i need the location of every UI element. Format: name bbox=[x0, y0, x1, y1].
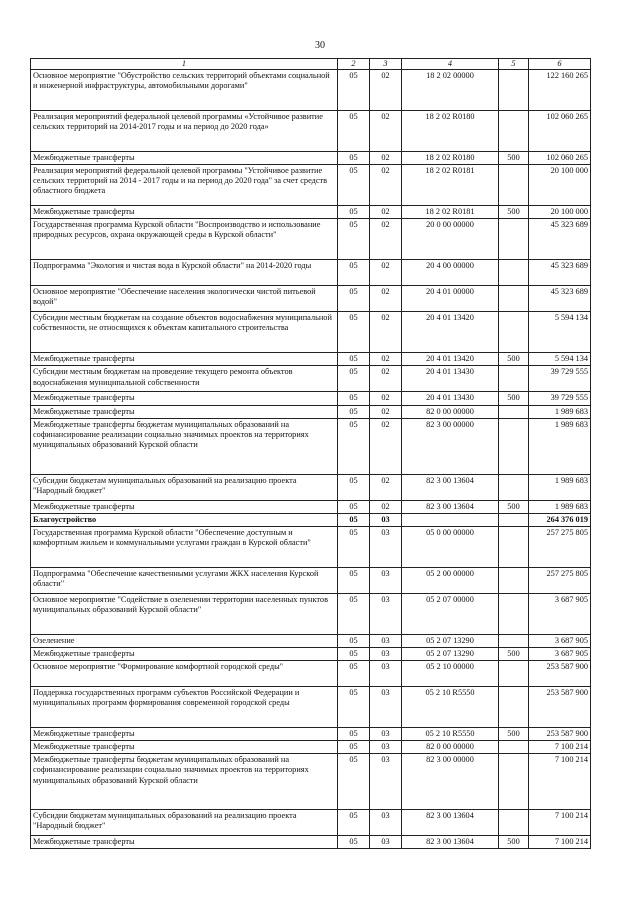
subsection-cell: 03 bbox=[370, 661, 402, 687]
expense-type-cell bbox=[499, 70, 529, 111]
expense-type-cell bbox=[499, 526, 529, 567]
target-article-cell: 18 2 02 R0180 bbox=[402, 111, 499, 152]
target-article-cell: 18 2 02 R0181 bbox=[402, 165, 499, 206]
item-name-cell: Межбюджетные трансферты bbox=[31, 392, 338, 405]
table-row bbox=[31, 418, 591, 474]
item-name-cell: Основное мероприятие "Формирование комфортной городской среды" bbox=[31, 661, 338, 687]
section-cell: 05 bbox=[338, 647, 370, 660]
expense-type-cell bbox=[499, 111, 529, 152]
amount-cell: 45 323 689 bbox=[529, 219, 591, 260]
column-header: 2 bbox=[338, 59, 370, 70]
section-cell: 05 bbox=[338, 728, 370, 741]
target-article-cell: 05 2 10 00000 bbox=[402, 661, 499, 687]
target-article-cell: 05 2 07 00000 bbox=[402, 593, 499, 634]
expense-type-cell bbox=[499, 366, 529, 392]
amount-cell: 7 100 214 bbox=[529, 754, 591, 810]
item-name-cell: Межбюджетные трансферты bbox=[31, 152, 338, 165]
table-row bbox=[31, 353, 591, 366]
expense-type-cell: 500 bbox=[499, 647, 529, 660]
amount-cell: 257 275 805 bbox=[529, 526, 591, 567]
expense-type-cell bbox=[499, 165, 529, 206]
target-article-cell: 82 3 00 13604 bbox=[402, 474, 499, 500]
item-name-cell: Государственная программа Курской области "Воспроизводство и использование природных ресурсов, охрана окружающей среды в Курской области" bbox=[31, 219, 338, 260]
target-article-cell: 20 4 01 13430 bbox=[402, 366, 499, 392]
target-article-cell: 05 0 00 00000 bbox=[402, 526, 499, 567]
target-article-cell: 82 3 00 13604 bbox=[402, 810, 499, 836]
subsection-cell: 02 bbox=[370, 165, 402, 206]
section-cell: 05 bbox=[338, 260, 370, 286]
column-header: 1 bbox=[31, 59, 338, 70]
item-name-cell: Межбюджетные трансферты bbox=[31, 836, 338, 849]
target-article-cell: 18 2 02 R0181 bbox=[402, 206, 499, 219]
target-article-cell: 82 0 00 00000 bbox=[402, 741, 499, 754]
target-article-cell: 05 2 07 13290 bbox=[402, 647, 499, 660]
expense-type-cell bbox=[499, 687, 529, 728]
table-row bbox=[31, 392, 591, 405]
amount-cell: 257 275 805 bbox=[529, 567, 591, 593]
item-name-cell: Субсидии местным бюджетам на создание объектов водоснабжения муниципальной собственности, не относящихся к объектам капитального строительства bbox=[31, 312, 338, 353]
item-name-cell: Субсидии бюджетам муниципальных образований на реализацию проекта "Народный бюджет" bbox=[31, 474, 338, 500]
table-row bbox=[31, 111, 591, 152]
amount-cell: 253 587 900 bbox=[529, 728, 591, 741]
table-row bbox=[31, 810, 591, 836]
section-cell: 05 bbox=[338, 526, 370, 567]
section-cell: 05 bbox=[338, 152, 370, 165]
expense-type-cell: 500 bbox=[499, 353, 529, 366]
item-name-cell: Реализация мероприятий федеральной целевой программы «Устойчивое развитие сельских территорий на 2014-2017 годы и на период до 2020 года» bbox=[31, 111, 338, 152]
amount-cell: 45 323 689 bbox=[529, 260, 591, 286]
amount-cell: 1 989 683 bbox=[529, 500, 591, 513]
table-row bbox=[31, 152, 591, 165]
table-row bbox=[31, 567, 591, 593]
amount-cell: 20 100 000 bbox=[529, 206, 591, 219]
item-name-cell: Межбюджетные трансферты bbox=[31, 206, 338, 219]
section-cell: 05 bbox=[338, 754, 370, 810]
expense-type-cell bbox=[499, 474, 529, 500]
section-cell: 05 bbox=[338, 219, 370, 260]
amount-cell: 7 100 214 bbox=[529, 836, 591, 849]
item-name-cell: Благоустройство bbox=[31, 513, 338, 526]
item-name-cell: Межбюджетные трансферты bbox=[31, 353, 338, 366]
item-name-cell: Государственная программа Курской области "Обеспечение доступным и комфортным жильем и коммунальными услугами граждан в Курской области" bbox=[31, 526, 338, 567]
amount-cell: 45 323 689 bbox=[529, 286, 591, 312]
subsection-cell: 02 bbox=[370, 353, 402, 366]
subsection-cell: 02 bbox=[370, 405, 402, 418]
table-row bbox=[31, 741, 591, 754]
subsection-cell: 03 bbox=[370, 647, 402, 660]
table-row bbox=[31, 526, 591, 567]
section-cell: 05 bbox=[338, 500, 370, 513]
expense-type-cell bbox=[499, 418, 529, 474]
amount-cell: 102 060 265 bbox=[529, 152, 591, 165]
section-cell: 05 bbox=[338, 593, 370, 634]
target-article-cell: 82 0 00 00000 bbox=[402, 405, 499, 418]
section-cell: 05 bbox=[338, 206, 370, 219]
amount-cell: 3 687 905 bbox=[529, 634, 591, 647]
item-name-cell: Основное мероприятие "Обустройство сельских территорий объектами социальной и инженерной инфраструктуры, автомобильными дорогами" bbox=[31, 70, 338, 111]
section-cell: 05 bbox=[338, 661, 370, 687]
item-name-cell: Основное мероприятие "Обеспечение населения экологически чистой питьевой водой" bbox=[31, 286, 338, 312]
amount-cell: 7 100 214 bbox=[529, 810, 591, 836]
amount-cell: 264 376 019 bbox=[529, 513, 591, 526]
subsection-cell: 02 bbox=[370, 260, 402, 286]
section-cell: 05 bbox=[338, 567, 370, 593]
target-article-cell: 18 2 02 R0180 bbox=[402, 152, 499, 165]
subsection-cell: 03 bbox=[370, 513, 402, 526]
amount-cell: 3 687 905 bbox=[529, 593, 591, 634]
table-row bbox=[31, 70, 591, 111]
amount-cell: 39 729 555 bbox=[529, 366, 591, 392]
target-article-cell bbox=[402, 513, 499, 526]
item-name-cell: Озеленение bbox=[31, 634, 338, 647]
table-row bbox=[31, 836, 591, 849]
subsection-cell: 02 bbox=[370, 312, 402, 353]
amount-cell: 3 687 905 bbox=[529, 647, 591, 660]
item-name-cell: Подпрограмма "Обеспечение качественными услугами ЖКХ населения Курской области" bbox=[31, 567, 338, 593]
subsection-cell: 03 bbox=[370, 687, 402, 728]
table-row bbox=[31, 219, 591, 260]
table-row bbox=[31, 312, 591, 353]
target-article-cell: 82 3 00 13604 bbox=[402, 836, 499, 849]
section-cell: 05 bbox=[338, 405, 370, 418]
expense-type-cell bbox=[499, 754, 529, 810]
expense-type-cell: 500 bbox=[499, 152, 529, 165]
subsection-cell: 03 bbox=[370, 526, 402, 567]
target-article-cell: 20 4 01 13420 bbox=[402, 312, 499, 353]
table-row bbox=[31, 474, 591, 500]
expense-type-cell bbox=[499, 661, 529, 687]
amount-cell: 20 100 000 bbox=[529, 165, 591, 206]
target-article-cell: 20 4 01 00000 bbox=[402, 286, 499, 312]
target-article-cell: 05 2 10 R5550 bbox=[402, 728, 499, 741]
expense-type-cell bbox=[499, 312, 529, 353]
target-article-cell: 20 4 01 13420 bbox=[402, 353, 499, 366]
amount-cell: 39 729 555 bbox=[529, 392, 591, 405]
section-cell: 05 bbox=[338, 418, 370, 474]
target-article-cell: 20 0 00 00000 bbox=[402, 219, 499, 260]
expense-type-cell bbox=[499, 634, 529, 647]
amount-cell: 102 060 265 bbox=[529, 111, 591, 152]
expense-type-cell bbox=[499, 405, 529, 418]
subsection-cell: 03 bbox=[370, 836, 402, 849]
item-name-cell: Реализация мероприятий федеральной целевой программы "Устойчивое развитие сельских территорий на 2014 - 2017 годы и на период до 2020 года" за счет средств областного бюджета bbox=[31, 165, 338, 206]
expense-type-cell bbox=[499, 567, 529, 593]
target-article-cell: 82 3 00 00000 bbox=[402, 418, 499, 474]
budget-table bbox=[30, 58, 591, 849]
subsection-cell: 02 bbox=[370, 474, 402, 500]
table-header-row bbox=[31, 59, 591, 70]
subsection-cell: 02 bbox=[370, 152, 402, 165]
section-cell: 05 bbox=[338, 165, 370, 206]
table-row bbox=[31, 661, 591, 687]
section-cell: 05 bbox=[338, 810, 370, 836]
section-cell: 05 bbox=[338, 634, 370, 647]
item-name-cell: Межбюджетные трансферты бюджетам муниципальных образований на софинансирование реализации социально значимых проектов на территориях муниципальных образований Курской области bbox=[31, 418, 338, 474]
table-row bbox=[31, 647, 591, 660]
target-article-cell: 20 4 01 13430 bbox=[402, 392, 499, 405]
amount-cell: 5 594 134 bbox=[529, 312, 591, 353]
table-row bbox=[31, 405, 591, 418]
section-cell: 05 bbox=[338, 111, 370, 152]
table-row bbox=[31, 593, 591, 634]
expense-type-cell bbox=[499, 810, 529, 836]
expense-type-cell bbox=[499, 741, 529, 754]
item-name-cell: Субсидии местным бюджетам на проведение текущего ремонта объектов водоснабжения муниципальной собственности bbox=[31, 366, 338, 392]
amount-cell: 5 594 134 bbox=[529, 353, 591, 366]
table-row bbox=[31, 634, 591, 647]
section-cell: 05 bbox=[338, 741, 370, 754]
expense-type-cell bbox=[499, 286, 529, 312]
expense-type-cell bbox=[499, 219, 529, 260]
column-header: 4 bbox=[402, 59, 499, 70]
table-row bbox=[31, 206, 591, 219]
table-row bbox=[31, 286, 591, 312]
section-cell: 05 bbox=[338, 70, 370, 111]
expense-type-cell bbox=[499, 260, 529, 286]
amount-cell: 7 100 214 bbox=[529, 741, 591, 754]
amount-cell: 1 989 683 bbox=[529, 405, 591, 418]
subsection-cell: 02 bbox=[370, 392, 402, 405]
item-name-cell: Межбюджетные трансферты bbox=[31, 728, 338, 741]
amount-cell: 122 160 265 bbox=[529, 70, 591, 111]
item-name-cell: Субсидии бюджетам муниципальных образований на реализацию проекта "Народный бюджет" bbox=[31, 810, 338, 836]
subsection-cell: 03 bbox=[370, 593, 402, 634]
expense-type-cell: 500 bbox=[499, 836, 529, 849]
column-header: 3 bbox=[370, 59, 402, 70]
subsection-cell: 02 bbox=[370, 500, 402, 513]
section-cell: 05 bbox=[338, 474, 370, 500]
target-article-cell: 05 2 07 13290 bbox=[402, 634, 499, 647]
target-article-cell: 05 2 10 R5550 bbox=[402, 687, 499, 728]
table-row bbox=[31, 687, 591, 728]
expense-type-cell: 500 bbox=[499, 728, 529, 741]
amount-cell: 253 587 900 bbox=[529, 687, 591, 728]
column-header: 6 bbox=[529, 59, 591, 70]
item-name-cell: Межбюджетные трансферты bbox=[31, 647, 338, 660]
expense-type-cell bbox=[499, 513, 529, 526]
subsection-cell: 02 bbox=[370, 366, 402, 392]
subsection-cell: 02 bbox=[370, 206, 402, 219]
expense-type-cell bbox=[499, 593, 529, 634]
target-article-cell: 20 4 00 00000 bbox=[402, 260, 499, 286]
subsection-cell: 02 bbox=[370, 219, 402, 260]
table-row bbox=[31, 513, 591, 526]
item-name-cell: Основное мероприятие "Содействие в озеленении территории населенных пунктов муниципальных образований Курской области" bbox=[31, 593, 338, 634]
section-cell: 05 bbox=[338, 366, 370, 392]
table-row bbox=[31, 500, 591, 513]
target-article-cell: 82 3 00 13604 bbox=[402, 500, 499, 513]
target-article-cell: 82 3 00 00000 bbox=[402, 754, 499, 810]
amount-cell: 1 989 683 bbox=[529, 418, 591, 474]
section-cell: 05 bbox=[338, 687, 370, 728]
item-name-cell: Поддержка государственных программ субъектов Российской Федерации и муниципальных программ формирования современной городской среды bbox=[31, 687, 338, 728]
item-name-cell: Подпрограмма "Экология и чистая вода в Курской области" на 2014-2020 годы bbox=[31, 260, 338, 286]
section-cell: 05 bbox=[338, 286, 370, 312]
table-row bbox=[31, 754, 591, 810]
target-article-cell: 18 2 02 00000 bbox=[402, 70, 499, 111]
section-cell: 05 bbox=[338, 392, 370, 405]
item-name-cell: Межбюджетные трансферты bbox=[31, 500, 338, 513]
section-cell: 05 bbox=[338, 353, 370, 366]
amount-cell: 253 587 900 bbox=[529, 661, 591, 687]
subsection-cell: 02 bbox=[370, 286, 402, 312]
subsection-cell: 03 bbox=[370, 754, 402, 810]
page-number: 30 bbox=[315, 40, 325, 51]
table-row bbox=[31, 728, 591, 741]
table-row bbox=[31, 165, 591, 206]
item-name-cell: Межбюджетные трансферты bbox=[31, 741, 338, 754]
column-header: 5 bbox=[499, 59, 529, 70]
expense-type-cell: 500 bbox=[499, 500, 529, 513]
target-article-cell: 05 2 00 00000 bbox=[402, 567, 499, 593]
item-name-cell: Межбюджетные трансферты bbox=[31, 405, 338, 418]
section-cell: 05 bbox=[338, 312, 370, 353]
subsection-cell: 03 bbox=[370, 728, 402, 741]
expense-type-cell: 500 bbox=[499, 392, 529, 405]
section-cell: 05 bbox=[338, 513, 370, 526]
subsection-cell: 02 bbox=[370, 70, 402, 111]
subsection-cell: 03 bbox=[370, 741, 402, 754]
expense-type-cell: 500 bbox=[499, 206, 529, 219]
subsection-cell: 03 bbox=[370, 634, 402, 647]
subsection-cell: 03 bbox=[370, 810, 402, 836]
table-row bbox=[31, 260, 591, 286]
amount-cell: 1 989 683 bbox=[529, 474, 591, 500]
subsection-cell: 03 bbox=[370, 567, 402, 593]
item-name-cell: Межбюджетные трансферты бюджетам муниципальных образований на софинансирование реализации социально значимых проектов на территориях муниципальных образований Курской области bbox=[31, 754, 338, 810]
section-cell: 05 bbox=[338, 836, 370, 849]
subsection-cell: 02 bbox=[370, 111, 402, 152]
table-row bbox=[31, 366, 591, 392]
subsection-cell: 02 bbox=[370, 418, 402, 474]
